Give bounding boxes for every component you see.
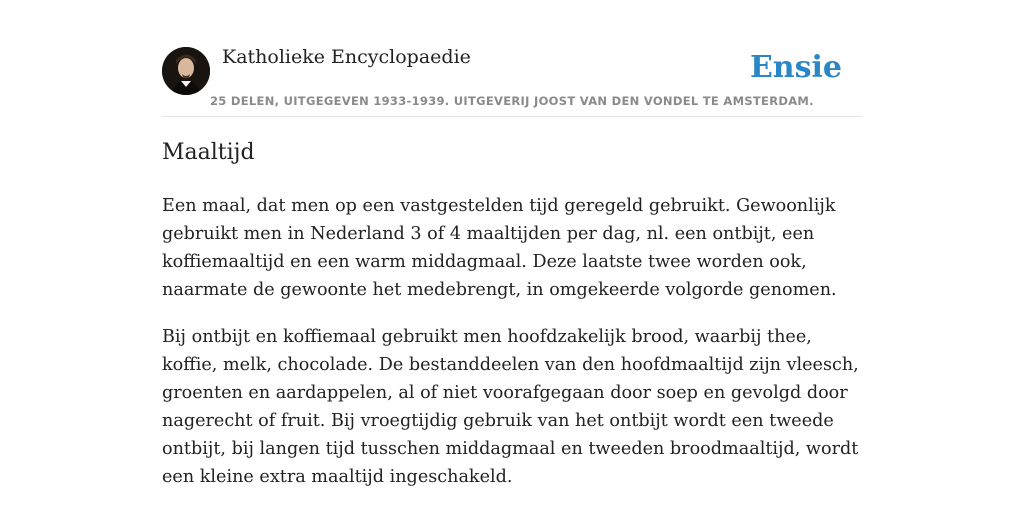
article-title: Maaltijd bbox=[162, 140, 255, 165]
article-paragraph: Bij ontbijt en koffiemaal gebruikt men hoofdzakelijk brood, waarbij thee, koffie, melk, chocolade. De bestanddeelen van den hoofdmaaltijd zijn vleesch, groenten en aardappelen, al of niet voorafgegaan door soep en gevolgd door nagerecht of fruit. Bij vroegtijdig gebruik van het ontbijt wordt een tweede ontbijt, bij langen tijd tusschen middagmaal en tweeden broodmaaltijd, wordt een kleine extra maaltijd ingeschakeld. bbox=[162, 327, 859, 487]
source-subtitle: 25 DELEN, UITGEGEVEN 1933-1939. UITGEVERIJ JOOST VAN DEN VONDEL TE AMSTERDAM. bbox=[210, 94, 814, 108]
source-title[interactable]: Katholieke Encyclopaedie bbox=[222, 46, 471, 68]
portrait-avatar-icon[interactable] bbox=[162, 47, 210, 95]
brand-logo[interactable]: Ensie bbox=[749, 50, 842, 85]
source-header bbox=[162, 44, 862, 117]
article-paragraph: Een maal, dat men op een vastgestelden tijd geregeld gebruikt. Gewoonlijk gebruikt men in Nederland 3 of 4 maaltijden per dag, nl. een ontbijt, een koffiemaaltijd en een warm middagmaal. Deze laatste twee worden ook, naarmate de gewoonte het medebrengt, in omgekeerde volgorde genomen. bbox=[162, 196, 837, 300]
article-body bbox=[162, 192, 862, 510]
